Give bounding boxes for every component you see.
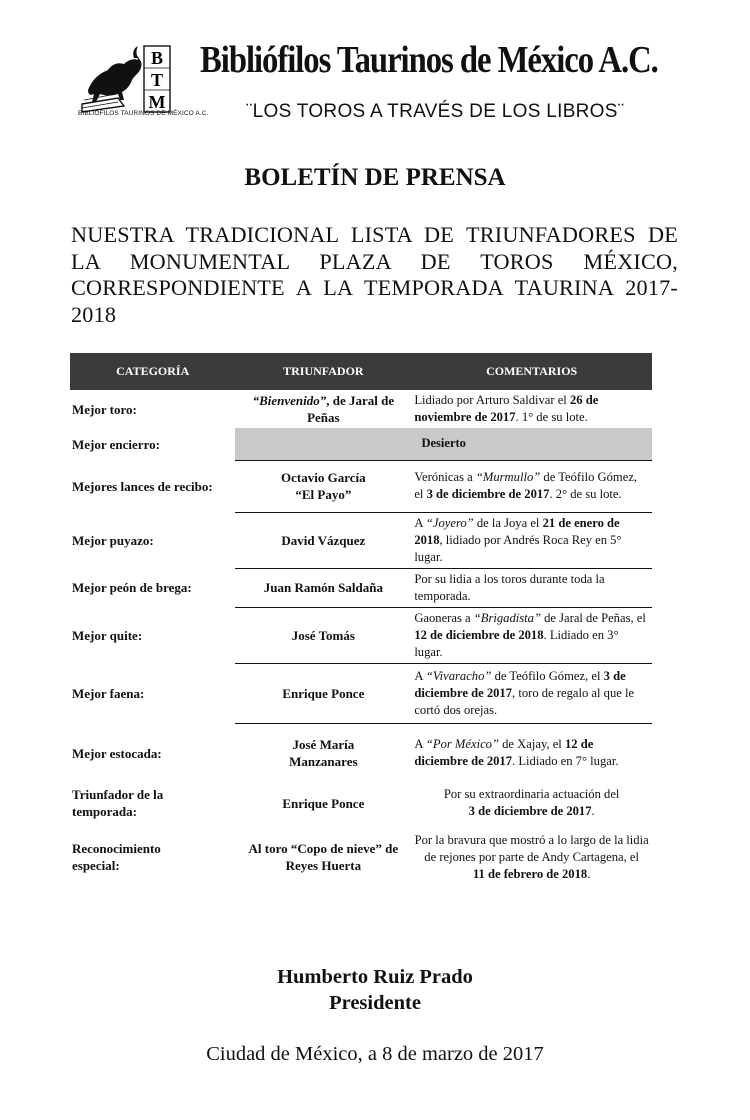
- winner-line: “El Payo”: [295, 487, 352, 502]
- comment-cell: [411, 723, 652, 783]
- category-cell: Mejores lances de recibo:: [72, 478, 213, 494]
- comment-segment: 3 de diciembre de 2017: [468, 804, 592, 818]
- header-comments: COMENTARIOS: [411, 353, 652, 390]
- category-cell: Mejor encierro:: [72, 436, 160, 452]
- winner-line: Octavio García: [281, 470, 366, 485]
- table-row: [70, 512, 652, 568]
- comment-segment: 3 de diciembre de 2017: [414, 668, 626, 700]
- comment-segment: de Xajay, el: [498, 737, 565, 752]
- winner-cell: [235, 390, 411, 428]
- comment-segment: 12 de diciembre de 2018: [414, 627, 544, 642]
- comment-segment: “Por México”: [425, 737, 499, 752]
- winner-cell: [235, 723, 411, 783]
- signer-name: Humberto Ruiz Prado: [277, 966, 473, 988]
- comment-segment: “Vivaracho”: [425, 668, 492, 683]
- winner-cell: Al toro “Copo de nieve” de Reyes Huerta: [248, 841, 399, 873]
- comment-segment: de Jaral de Peñas, el: [540, 610, 646, 625]
- winner-rest: , de Jaral de Peñas: [307, 393, 395, 425]
- category-line: Reconocimiento: [72, 841, 161, 856]
- table-row: [70, 823, 652, 891]
- intro-paragraph: NUESTRA TRADICIONAL LISTA DE TRIUNFADORES DE LA MONUMENTAL PLAZA DE TOROS MÉXICO, CORRESPONDIENTE A LA TEMPORADA TAURINA 2017-2018: [71, 222, 678, 327]
- winner-line: José María: [292, 737, 355, 753]
- comment-segment: Lidiado por Arturo Saldivar el: [414, 393, 570, 407]
- table-header-row: [70, 353, 652, 390]
- table-row: [70, 723, 652, 783]
- comment-segment: “Murmullo”: [475, 470, 541, 484]
- comment-segment: 12 de diciembre de 2017: [414, 737, 594, 769]
- table-row: [70, 607, 652, 663]
- comment-segment: A: [414, 515, 426, 530]
- comment-cell: [411, 390, 652, 428]
- comment-segment: de la Joya el: [473, 515, 543, 530]
- comment-segment: A: [414, 737, 426, 752]
- table-row: [70, 568, 652, 607]
- winner-cell: [235, 460, 411, 512]
- comment-cell: [411, 460, 652, 512]
- comment-segment: Por la bravura que mostró a lo largo de la lidia de rejones por parte de Andy Cartagena, el: [414, 832, 649, 864]
- category-line: temporada:: [72, 804, 137, 819]
- logo-caption: BIBLIÓFILOS TAURINOS DE MÉXICO A.C.: [78, 110, 209, 117]
- comment-cell: [411, 783, 652, 823]
- table-row: [70, 460, 652, 512]
- category-cell: Mejor quite:: [72, 627, 143, 643]
- comment-segment: Gaoneras a: [414, 610, 474, 625]
- comment-cell: [411, 823, 652, 891]
- comment-segment: “Joyero”: [425, 515, 474, 530]
- comment-segment: . 1° de su lote.: [515, 410, 588, 424]
- signature: [0, 964, 750, 1016]
- place-date: Ciudad de México, a 8 de marzo de 2017: [206, 1043, 544, 1065]
- header-category: CATEGORÍA: [70, 353, 235, 390]
- comment-segment: de Teófilo Gómez, el: [414, 470, 638, 501]
- table-row: [70, 390, 652, 428]
- category-cell: Mejor toro:: [72, 401, 137, 417]
- comment-segment: .: [587, 866, 591, 881]
- comment-segment: 3 de diciembre de 2017: [426, 487, 550, 501]
- comment-segment: Por su lidia a los toros durante toda la temporada.: [414, 571, 605, 603]
- logo-letter-m: M: [148, 92, 166, 112]
- header-winner: TRIUNFADOR: [235, 353, 411, 390]
- comment-cell: [411, 607, 652, 663]
- category-cell: [70, 783, 235, 823]
- category-cell: Mejor faena:: [72, 685, 145, 701]
- deserted-cell: Desierto: [235, 428, 652, 460]
- logo-letter-b: B: [150, 48, 164, 68]
- winner-italic: “Bienvenido”: [252, 393, 327, 408]
- comment-cell: [411, 663, 652, 723]
- winner-line: Manzanares: [289, 754, 358, 770]
- category-cell: Mejor estocada:: [72, 745, 162, 761]
- category-cell: Mejor peón de brega:: [72, 580, 192, 595]
- brand-name: Bibliófilos Taurinos de México A.C.: [200, 39, 658, 81]
- comment-segment: 21 de enero de 2018: [414, 515, 620, 547]
- comment-segment: . Lidiado en 3° lugar.: [414, 627, 619, 659]
- category-line: especial:: [72, 858, 120, 873]
- comment-cell: [411, 568, 652, 607]
- comment-segment: , lidiado por Andrés Roca Rey en 5° lugar.: [414, 532, 622, 564]
- comment-segment: .: [591, 804, 595, 818]
- page-title: BOLETÍN DE PRENSA: [244, 164, 506, 191]
- winner-cell: José Tomás: [235, 607, 411, 663]
- brand-tagline: ¨LOS TOROS A TRAVÉS DE LOS LIBROS¨: [246, 101, 625, 122]
- winners-table: [70, 353, 652, 891]
- comment-segment: “Brigadista”: [473, 610, 541, 625]
- comment-segment: de Teófilo Gómez, el: [491, 668, 604, 683]
- table-row: [70, 663, 652, 723]
- signer-role: Presidente: [329, 992, 421, 1014]
- comment-segment: 26 de noviembre de 2017: [414, 393, 599, 424]
- comment-cell: [411, 512, 652, 568]
- winner-cell: David Vázquez: [235, 512, 411, 568]
- table-row: [70, 783, 652, 823]
- comment-segment: Por su extraordinaria actuación del: [443, 787, 620, 801]
- comment-segment: . Lidiado en 7° lugar.: [512, 754, 619, 769]
- category-cell: [70, 823, 235, 891]
- comment-segment: , toro de regalo al que le cortó dos orejas.: [414, 685, 635, 717]
- comment-segment: A: [414, 668, 426, 683]
- comment-segment: 11 de febrero de 2018: [472, 866, 588, 881]
- table-row: [70, 428, 652, 460]
- comment-segment: Verónicas a: [414, 470, 476, 484]
- winner-cell: Enrique Ponce: [235, 663, 411, 723]
- winner-cell: Juan Ramón Saldaña: [235, 568, 411, 607]
- category-line: Triunfador de la: [72, 787, 164, 802]
- winner-cell: Enrique Ponce: [282, 795, 365, 811]
- comment-segment: . 2° de su lote.: [549, 487, 622, 501]
- logo-letter-t: T: [150, 70, 164, 90]
- category-cell: Mejor puyazo:: [72, 532, 154, 548]
